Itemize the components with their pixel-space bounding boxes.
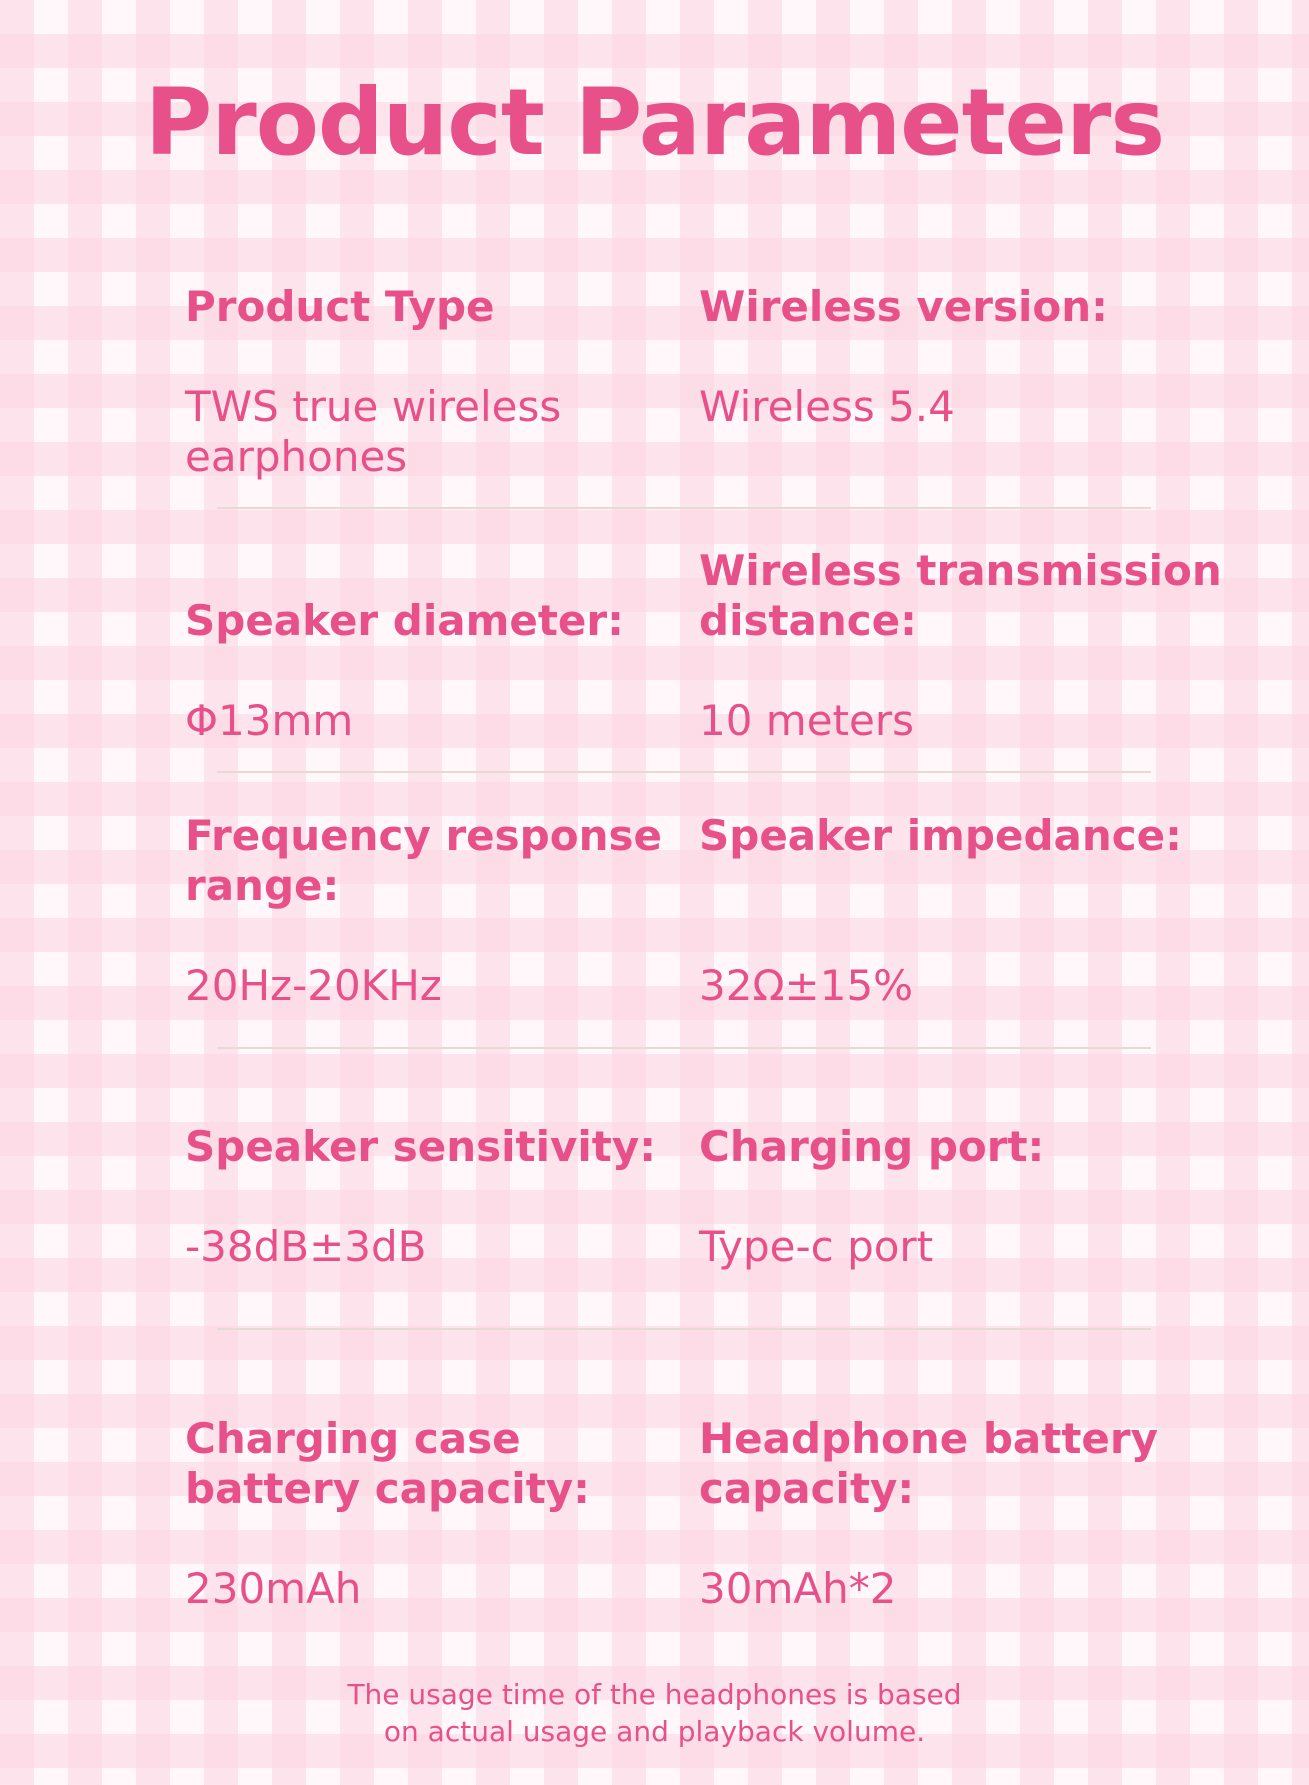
param-label-product-type: Product Type [185, 282, 495, 331]
row-divider [217, 1047, 1151, 1049]
row-divider [217, 507, 1151, 509]
param-label-speaker-impedance: Speaker impedance: [699, 811, 1182, 860]
param-value-transmission-distance: 10 meters [699, 696, 915, 745]
param-value-wireless-version: Wireless 5.4 [699, 382, 955, 431]
footnote [0, 1676, 1309, 1750]
param-value-case-battery: 230mAh [185, 1564, 362, 1613]
param-value-charging-port: Type-c port [699, 1222, 934, 1271]
param-label-charging-port: Charging port: [699, 1122, 1045, 1171]
row-divider [217, 771, 1151, 773]
param-value-product-type: TWS true wireless earphones [185, 382, 562, 481]
param-label-wireless-version: Wireless version: [699, 282, 1108, 331]
param-label-case-battery: Charging case battery capacity: [185, 1414, 590, 1513]
param-label-speaker-diameter: Speaker diameter: [185, 596, 624, 645]
footnote-line-2: on actual usage and playback volume. [383, 1715, 926, 1748]
param-value-speaker-impedance: 32Ω±15% [699, 961, 914, 1010]
page-title: Product Parameters [144, 69, 1165, 176]
param-label-frequency-response: Frequency response range: [185, 811, 662, 910]
param-label-transmission-distance: Wireless transmission distance: [699, 546, 1222, 645]
footnote-line-1: The usage time of the headphones is based [347, 1678, 962, 1711]
param-value-headphone-battery: 30mAh*2 [699, 1564, 897, 1613]
row-divider [217, 1328, 1151, 1330]
param-value-speaker-diameter: Φ13mm [185, 696, 354, 745]
param-label-headphone-battery: Headphone battery capacity: [699, 1414, 1159, 1513]
param-label-speaker-sensitivity: Speaker sensitivity: [185, 1122, 657, 1171]
param-value-speaker-sensitivity: -38dB±3dB [185, 1222, 427, 1271]
param-value-frequency-response: 20Hz-20KHz [185, 961, 442, 1010]
